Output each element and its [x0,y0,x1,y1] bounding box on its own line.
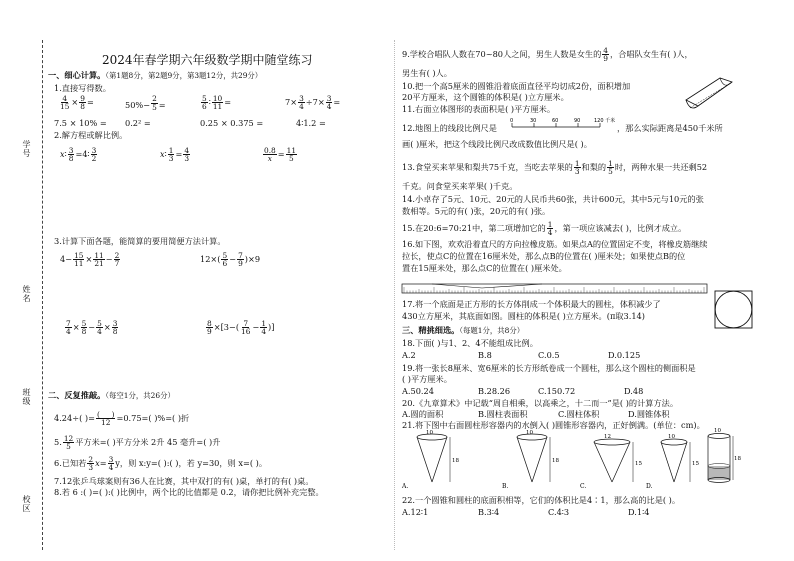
q19-option-a[interactable]: A.50.24 [402,386,434,396]
q15-text-b: ，第一项应该减去( )，比例才成立。 [554,222,687,233]
cone-d-diameter: 10 [668,434,675,440]
q2-item-1: x∶ $\frac{3}{8}$ =4∶ $\frac{3}{2}$ [60,146,97,164]
q3-item-3: $\frac{7}{4}$ × $\frac{5}{8}$ − $\frac{5}{4}$ × $\frac{3}{8}$ [66,319,118,337]
section1-score: （第1题8分，第2题9分，第3题12分，共29分） [105,71,263,80]
option-d-label[interactable]: D. [646,483,653,490]
q6-text-b: y，则 x:y=( ):( )，若 y=30，则 x=( )。 [115,457,268,468]
q14: 14.小卓存了5元、10元、20元的人民币共60张，共计600元，其中5元与10元的张 [402,194,704,204]
q22-option-a[interactable]: A.12∶1 [402,507,429,517]
q1-item-2: 50%− $\frac{2}{5}$ = [125,94,166,112]
scale-bar [510,118,615,132]
q6: 6.已知若 $\frac{2}{3}$ x= $\frac{3}{4}$ y，则 x:y=( ):( )，若 y=30，则 x=( )。 [54,455,268,473]
q1-item-5: 7.5 × 10% = [54,118,107,128]
q13-text-c: 时，两种水果一共还剩52 [614,161,708,172]
q4-text-a: 4.24÷( )= [54,412,95,423]
label-class: 班级 [22,388,31,406]
section3-header [402,326,524,334]
q9-text-b: ，合唱队女生有( )人， [609,48,693,59]
cone-b-diameter: 10 [526,430,533,436]
q1-item-8: 4∶1.2 = [296,118,326,128]
q18-option-c[interactable]: C.0.5 [538,350,560,360]
q9-line2: 男生有( )人。 [402,68,452,78]
q12: 12.地图上的线段比例尺是 [402,123,497,133]
q1-item-3: $\frac{5}{6}$ ∶ $\frac{10}{11}$ = [202,94,232,112]
q18-option-b[interactable]: B.8 [478,350,492,360]
cone-d [646,434,699,490]
q11: 11.右面立体图形的表面积是( )平方厘米。 [402,104,556,114]
q19: 19.将一张长8厘米、宽6厘米的长方形纸卷成一个圆柱，那么这个圆柱的侧面积是 [402,363,696,373]
q1-item-4: 7× $\frac{3}{4}$ ÷7× $\frac{3}{4}$ = [285,94,341,112]
q20-option-b[interactable]: B.圆柱表面积 [478,409,528,419]
q13: 13.食堂买来苹果和梨共75千克，当吃去苹果的 $\frac{1}{3}$ 和梨的 $\frac{1}{5}$ 时，两种水果一共还剩52 [402,159,708,177]
q22-option-b[interactable]: B.3∶4 [478,507,500,517]
q12-text-b: ，那么实际距离是450千米所 [617,123,723,133]
label-name: 姓名 [22,285,31,303]
label-student-id: 学号 [22,140,31,158]
q22-option-d[interactable]: D.1∶4 [628,507,650,517]
cone-a [401,430,459,490]
q7: 7.12张乒乓球案则有36人在比赛，其中双打的有( )桌，单打的有( )桌。 [54,476,314,486]
q22-option-c[interactable]: C.4∶3 [548,507,570,517]
q21-figures [402,430,742,492]
q15: 15.在20:6=70:21中，第二项增加它的 $\frac{1}{4}$ ，第一项应该减去( )，比例才成立。 [402,220,687,238]
cone-b [502,430,559,490]
section2-header [48,391,175,399]
option-a-label[interactable]: A. [402,483,409,490]
section2-score: （每空1分，共26分） [105,391,175,400]
q1-item-1: $\frac{4}{15}$ × $\frac{9}{8}$ = [60,94,94,112]
q18: 18.下面( )与1、2、4不能组成比例。 [402,338,538,348]
q8: 8.若 6 :( )=( ):( )比例中，两个比的比值都是 0.2，请你把比例补充完整。 [54,487,324,497]
q19-line2: ( )平方厘米。 [402,374,452,384]
q21: 21.将下图中右面圆柱形容器内的水倒入( )圆锥形容器内，正好倒满。(单位：cm)。 [402,420,705,430]
page-title: 2024年春学期六年级数学期中随堂练习 [102,53,313,67]
q17: 17.将一个底面是正方形的长方体削成一个体积最大的圆柱，体积减少了 [402,299,661,309]
q2-item-3: $\frac{0.8}{x}$ = $\frac{11}{5}$ [264,146,297,164]
q5-number: 5. [54,436,62,447]
scale-tick-30: 30 [530,118,537,124]
q4-denominator: 12 [101,418,111,428]
q3-item-2: 12×( $\frac{5}{6}$ − $\frac{7}{9}$ )×9 [200,251,261,269]
cone-c-height: 15 [635,461,642,467]
q22: 22.一个圆锥和圆柱的底面积相等，它们的体积比是4∶1，那么高的比是( )。 [402,495,681,505]
cone-a-diameter: 10 [426,430,433,436]
q19-option-d[interactable]: D.48 [624,386,644,396]
q15-text-a: 15.在20:6=70:21中，第二项增加它的 [402,222,546,233]
center-fold [394,40,395,550]
option-c-label[interactable]: C. [580,483,587,490]
q2-item-2: x∶ $\frac{1}{3}$ = $\frac{4}{3}$ [160,146,190,164]
q5: 5. $\frac{12}{5}$ 平方米=( )平方分米 2升 45 毫升=( )升 [54,434,221,452]
scale-tick-120: 120 千米 [594,118,616,124]
section3-heading: 三、精挑细选。 [402,325,460,335]
q12-line2: 画( )厘米，把这个线段比例尺改成数值比例尺是( )。 [402,139,592,149]
q3-instruction: 3.计算下面各题，能简算的要用简便方法计算。 [54,236,226,246]
q9: 9.学校合唱队人数在70~80人之间，男生人数是女生的 $\frac{4}{9}$ ，合唱队女生有( )人， [402,46,693,64]
section3-score: （每题1分，共8分） [459,326,525,335]
q1-item-6: 0.2² = [125,118,151,128]
square-circle-figure [714,290,754,330]
q10-line2: 20平方厘米，这个圆锥的体积是( )立方厘米。 [402,92,569,102]
q3-item-1: 4− $\frac{15}{11}$ × $\frac{11}{21}$ − $\frac{2}{7}$ [60,251,120,269]
q4: 4.24÷( )= $\frac{( )}{12}$ =0.75=( )%=( )折 [54,410,190,428]
trough-figure [676,72,736,117]
q2-instruction: 2.解方程或解比例。 [54,130,128,140]
q18-option-d[interactable]: D.0.125 [608,350,641,360]
q1-instruction: 1.直接写得数。 [54,83,111,93]
q18-option-a[interactable]: A.2 [402,350,416,360]
q13-text-b: 和梨的 [581,161,607,172]
q4-text-c: =0.75=( )%=( )折 [116,412,190,423]
cone-c-diameter: 12 [604,434,611,440]
label-campus: 校区 [22,495,31,513]
q13-text-a: 13.食堂买来苹果和梨共75千克，当吃去苹果的 [402,161,573,172]
q16-line3: 置在15厘米处，那么点C的位置在( )厘米处。 [402,263,567,273]
scale-tick-90: 90 [574,118,581,124]
q5-text: 平方米=( )平方分米 2升 45 毫升=( )升 [75,436,221,447]
water-cylinder [708,428,741,483]
q14-line2: 数相等。5元的有( )张，20元的有( )张。 [402,206,551,216]
q13-line2: 千克。问食堂买来苹果( )千克。 [402,181,518,191]
q20-option-a[interactable]: A.圆的面积 [402,409,444,419]
cylinder-height: 18 [734,456,741,462]
q19-option-c[interactable]: C.150.72 [538,386,576,396]
scale-tick-60: 60 [552,118,559,124]
scale-tick-0: 0 [510,118,514,124]
q1-item-7: 0.25 × 0.375 = [200,118,264,128]
q10: 10.把一个高5厘米的圆锥沿着底面直径平均切成2份，面积增加 [402,81,631,91]
q9-text-a: 9.学校合唱队人数在70~80人之间，男生人数是女生的 [402,48,602,59]
cylinder-diameter: 10 [714,428,721,434]
cone-d-height: 15 [692,461,699,467]
ruler-figure [402,282,712,296]
q19-option-b[interactable]: B.28.26 [478,386,511,396]
q3-item-4: $\frac{8}{9}$ ×[3−( $\frac{7}{16}$ − $\frac{1}{4}$ )] [207,319,275,337]
cone-b-height: 18 [552,458,559,464]
q17-line2: 430立方厘米，其底面如图。圆柱的体积是( )立方厘米。(π取3.14) [402,311,645,321]
section2-heading: 二、反复推敲。 [48,390,106,400]
q16: 16.如下图，欢欢沿着直尺的方向拉橡皮筋。如果点A的位置固定不变，将橡皮筋继续 [402,239,708,249]
binding-line [42,40,43,550]
section1-header [48,71,262,79]
cone-c [580,434,642,490]
option-b-label[interactable]: B. [502,483,509,490]
cone-a-height: 18 [452,458,459,464]
q6-text-a: 6.已知若 [54,457,87,468]
q20-option-c[interactable]: C.圆柱体积 [558,409,600,419]
q20-option-d[interactable]: D.圆锥体积 [628,409,670,419]
section1-heading: 一、细心计算。 [48,70,106,80]
q16-line2: 拉长，使点C的位置在16厘米处，那么点B的位置在( )厘米处；如果使点B的位 [402,251,686,261]
q20: 20.《九章算术》中记载“周自相乘，以高乘之，十二而一”是( )的计算方法。 [402,398,679,408]
